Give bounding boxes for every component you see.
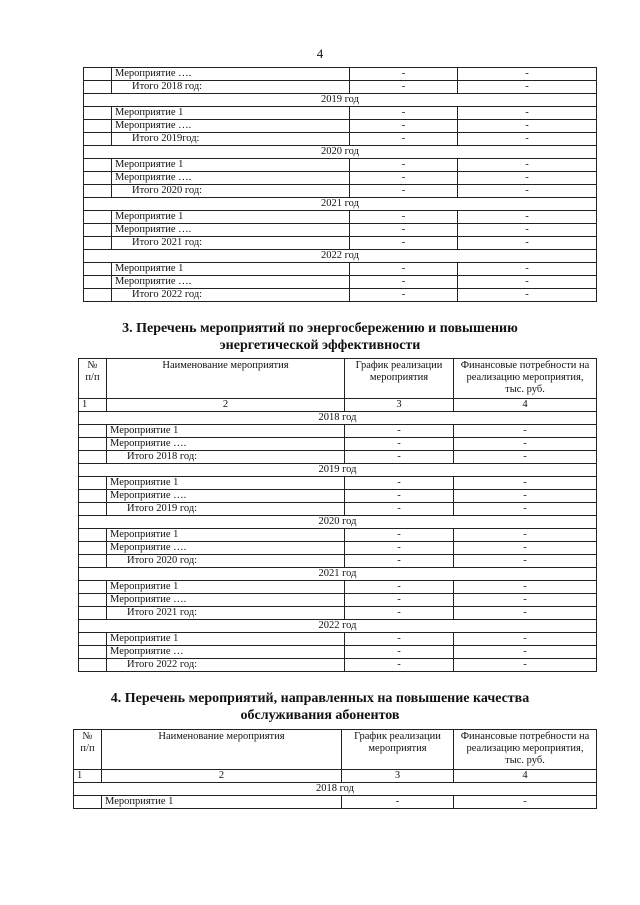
table-row [79,633,597,646]
year-row [84,250,597,263]
finance-cell: - [458,237,597,250]
schedule-cell: - [350,120,458,133]
schedule-cell: - [350,211,458,224]
year-row [79,516,597,529]
schedule-cell: - [350,172,458,185]
event-name: Мероприятие 1 [107,581,345,594]
total-label: Итого 2018 год: [112,81,350,94]
table-body [84,68,597,302]
total-label: Итого 2018 год: [107,451,345,464]
section-3-title [0,320,640,354]
finance-cell: - [454,438,597,451]
schedule-cell: - [342,796,454,809]
row-number-cell [84,289,112,302]
schedule-cell: - [350,263,458,276]
event-name: Мероприятие 1 [107,529,345,542]
event-name: Мероприятие …. [112,172,350,185]
table-row [84,107,597,120]
event-name: Мероприятие 1 [112,107,350,120]
schedule-cell: - [350,276,458,289]
finance-cell: - [454,594,597,607]
schedule-cell: - [350,159,458,172]
row-number-cell [79,503,107,516]
schedule-cell: - [350,185,458,198]
event-name: Мероприятие …. [112,224,350,237]
row-number-cell [84,120,112,133]
row-number-cell [84,276,112,289]
column-number-2: 2 [102,770,342,783]
finance-cell: - [454,555,597,568]
year-row [84,198,597,211]
finance-cell: - [458,263,597,276]
row-number-cell [79,451,107,464]
finance-cell: - [454,607,597,620]
row-number-cell [79,542,107,555]
event-name: Мероприятие 1 [112,211,350,224]
schedule-cell: - [345,633,454,646]
schedule-cell: - [345,555,454,568]
event-name: Мероприятие 1 [107,633,345,646]
finance-cell: - [454,796,597,809]
table-row [79,594,597,607]
total-row [79,503,597,516]
row-number-cell [84,224,112,237]
column-numbers-row [79,399,597,412]
schedule-cell: - [345,490,454,503]
schedule-cell: - [350,81,458,94]
total-row [79,607,597,620]
section-3-title-line2: энергетической эффективности [219,338,421,353]
finance-cell: - [454,490,597,503]
header-col-schedule: График реализации мероприятия [345,359,454,399]
schedule-cell: - [345,477,454,490]
schedule-cell: - [345,451,454,464]
finance-cell: - [458,120,597,133]
schedule-cell: - [345,581,454,594]
finance-cell: - [454,581,597,594]
event-name: Мероприятие 1 [112,159,350,172]
total-row [79,451,597,464]
total-label: Итого 2022 год: [107,659,345,672]
row-number-cell [79,438,107,451]
table-row [84,172,597,185]
page-number: 4 [316,46,324,61]
schedule-cell: - [350,224,458,237]
row-number-cell [79,529,107,542]
schedule-cell: - [345,594,454,607]
year-label: 2018 год [79,412,597,425]
total-row [79,659,597,672]
finance-cell: - [454,503,597,516]
table-row [84,263,597,276]
total-label: Итого 2020 год: [107,555,345,568]
finance-cell: - [454,425,597,438]
service-quality-table [73,729,597,809]
column-number-4: 4 [454,399,597,412]
table-row [79,646,597,659]
total-label: Итого 2022 год: [112,289,350,302]
table-row [84,159,597,172]
section-4-title [0,690,640,724]
table-row [79,529,597,542]
table-body [79,412,597,672]
finance-cell: - [458,68,597,81]
year-label: 2018 год [74,783,597,796]
schedule-cell: - [350,133,458,146]
event-name: Мероприятие …. [107,490,345,503]
header-row [74,730,597,770]
total-row [84,185,597,198]
year-label: 2019 год [84,94,597,107]
schedule-cell: - [345,659,454,672]
year-row [79,464,597,477]
row-number-cell [79,425,107,438]
total-row [84,289,597,302]
header-col-number: № п/п [74,730,102,770]
finance-cell: - [458,185,597,198]
event-name: Мероприятие …. [112,276,350,289]
finance-cell: - [458,289,597,302]
row-number-cell [84,172,112,185]
total-label: Итого 2020 год: [112,185,350,198]
row-number-cell [84,237,112,250]
event-name: Мероприятие 1 [112,263,350,276]
finance-cell: - [454,451,597,464]
finance-cell: - [458,81,597,94]
event-name: Мероприятие 1 [102,796,342,809]
event-name: Мероприятие 1 [107,425,345,438]
total-row [79,555,597,568]
finance-cell: - [458,159,597,172]
event-name: Мероприятие …. [112,68,350,81]
header-row [79,359,597,399]
finance-cell: - [454,646,597,659]
header-col-schedule: График реализации мероприятия [342,730,454,770]
header-col-name: Наименование мероприятия [107,359,345,399]
event-name: Мероприятие 1 [107,477,345,490]
table-body [74,783,597,809]
row-number-cell [79,581,107,594]
column-number-3: 3 [342,770,454,783]
column-numbers-row [74,770,597,783]
schedule-cell: - [345,529,454,542]
table-row [84,68,597,81]
header-col-finance: Финансовые потребности на реализацию мероприятия, тыс. руб. [454,730,597,770]
row-number-cell [79,594,107,607]
event-name: Мероприятие …. [112,120,350,133]
table-row [79,477,597,490]
total-label: Итого 2021 год: [112,237,350,250]
schedule-cell: - [345,503,454,516]
table-row [84,120,597,133]
row-number-cell [79,659,107,672]
finance-cell: - [454,477,597,490]
table-row [84,211,597,224]
finance-cell: - [458,172,597,185]
table-row [79,542,597,555]
column-number-1: 1 [79,399,107,412]
table-row [79,581,597,594]
section-3-title-line1: 3. Перечень мероприятий по энергосбережению и повышению [122,321,518,336]
row-number-cell [84,133,112,146]
year-row [84,146,597,159]
finance-cell: - [458,276,597,289]
header-col-finance: Финансовые потребности на реализацию мероприятия, тыс. руб. [454,359,597,399]
row-number-cell [79,646,107,659]
row-number-cell [84,68,112,81]
row-number-cell [79,555,107,568]
finance-cell: - [458,107,597,120]
energy-saving-table [78,358,597,672]
row-number-cell [84,211,112,224]
year-row [79,568,597,581]
schedule-cell: - [350,289,458,302]
table-row [79,490,597,503]
header-col-name: Наименование мероприятия [102,730,342,770]
finance-cell: - [458,224,597,237]
table-row [79,438,597,451]
events-table-continued [83,67,597,302]
year-label: 2021 год [79,568,597,581]
schedule-cell: - [345,425,454,438]
total-label: Итого 2019год: [112,133,350,146]
column-number-1: 1 [74,770,102,783]
event-name: Мероприятие …. [107,438,345,451]
section-4-title-line2: обслуживания абонентов [240,708,400,723]
column-number-4: 4 [454,770,597,783]
schedule-cell: - [350,107,458,120]
year-label: 2021 год [84,198,597,211]
row-number-cell [84,263,112,276]
total-label: Итого 2019 год: [107,503,345,516]
row-number-cell [79,490,107,503]
table-row [74,796,597,809]
finance-cell: - [458,211,597,224]
table-row [84,224,597,237]
total-row [84,237,597,250]
row-number-cell [84,107,112,120]
column-number-3: 3 [345,399,454,412]
row-number-cell [79,477,107,490]
finance-cell: - [458,133,597,146]
year-label: 2019 год [79,464,597,477]
year-row [79,412,597,425]
schedule-cell: - [345,438,454,451]
row-number-cell [79,607,107,620]
event-name: Мероприятие … [107,646,345,659]
schedule-cell: - [350,68,458,81]
year-label: 2020 год [79,516,597,529]
schedule-cell: - [345,542,454,555]
year-label: 2020 год [84,146,597,159]
total-row [84,81,597,94]
row-number-cell [79,633,107,646]
schedule-cell: - [345,607,454,620]
header-col-number: № п/п [79,359,107,399]
event-name: Мероприятие …. [107,594,345,607]
year-row [79,620,597,633]
event-name: Мероприятие …. [107,542,345,555]
table-row [84,276,597,289]
table-row [79,425,597,438]
year-row [84,94,597,107]
schedule-cell: - [350,237,458,250]
column-number-2: 2 [107,399,345,412]
row-number-cell [74,796,102,809]
finance-cell: - [454,529,597,542]
row-number-cell [84,81,112,94]
finance-cell: - [454,659,597,672]
row-number-cell [84,159,112,172]
total-label: Итого 2021 год: [107,607,345,620]
finance-cell: - [454,633,597,646]
year-label: 2022 год [84,250,597,263]
finance-cell: - [454,542,597,555]
year-label: 2022 год [79,620,597,633]
row-number-cell [84,185,112,198]
year-row [74,783,597,796]
section-4-title-line1: 4. Перечень мероприятий, направленных на повышение качества [110,691,530,706]
total-row [84,133,597,146]
schedule-cell: - [345,646,454,659]
